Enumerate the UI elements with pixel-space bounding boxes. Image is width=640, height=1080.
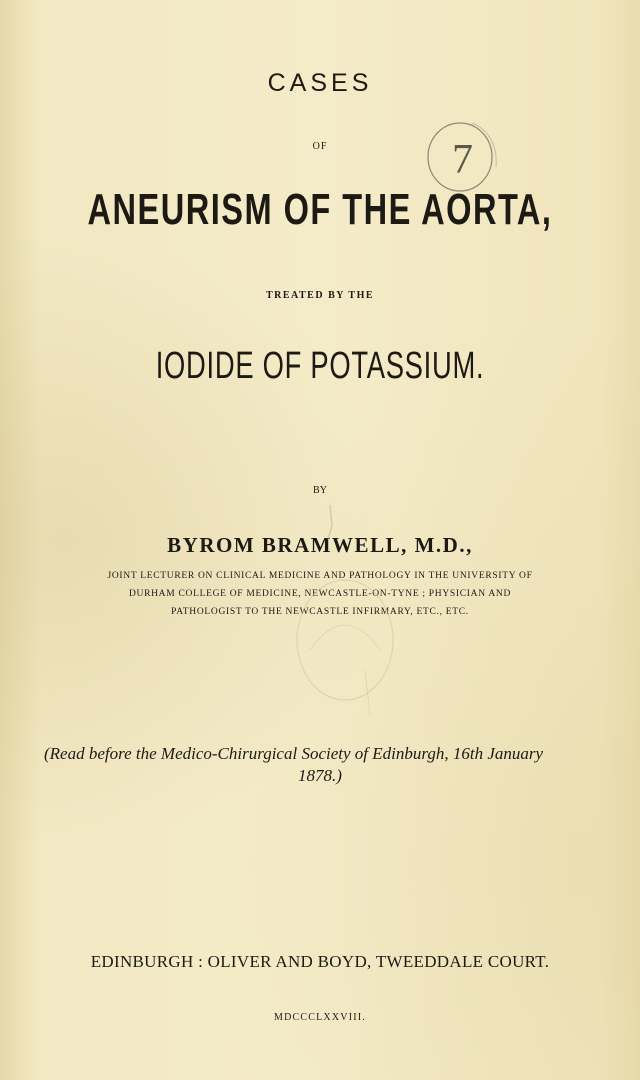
publication-year-roman: MDCCCLXXVIII. [274, 1012, 366, 1023]
by-line: BY [313, 485, 327, 496]
author-name: BYROM BRAMWELL, M.D., [167, 533, 473, 557]
handwritten-number-mark [410, 115, 520, 195]
author-credentials-line-2: DURHAM COLLEGE OF MEDICINE, NEWCASTLE-ON-TYNE ; PHYSICIAN AND [128, 589, 512, 599]
author-credentials-line-3: PATHOLOGIST TO THE NEWCASTLE INFIRMARY, ETC., ETC. [171, 607, 469, 617]
of-connector: OF [312, 141, 328, 152]
publisher-imprint: EDINBURGH : OLIVER AND BOYD, TWEEDDALE COURT. [90, 952, 550, 971]
svg-text:7: 7 [452, 137, 473, 183]
book-title: ANEURISM OF THE AORTA, [87, 185, 553, 234]
treated-by-line: TREATED BY THE [265, 290, 375, 301]
faint-library-stamp [270, 500, 410, 730]
read-before-note-year: 1878.) [298, 766, 342, 785]
book-subtitle: IODIDE OF POTASSIUM. [155, 345, 485, 387]
read-before-note: (Read before the Medico-Chirurgical Society of Edinburgh, 16th January [44, 744, 544, 763]
author-credentials-line-1: JOINT LECTURER ON CLINICAL MEDICINE AND PATHOLOGY IN THE UNIVERSITY OF [107, 571, 533, 581]
series-heading: CASES [267, 69, 373, 97]
